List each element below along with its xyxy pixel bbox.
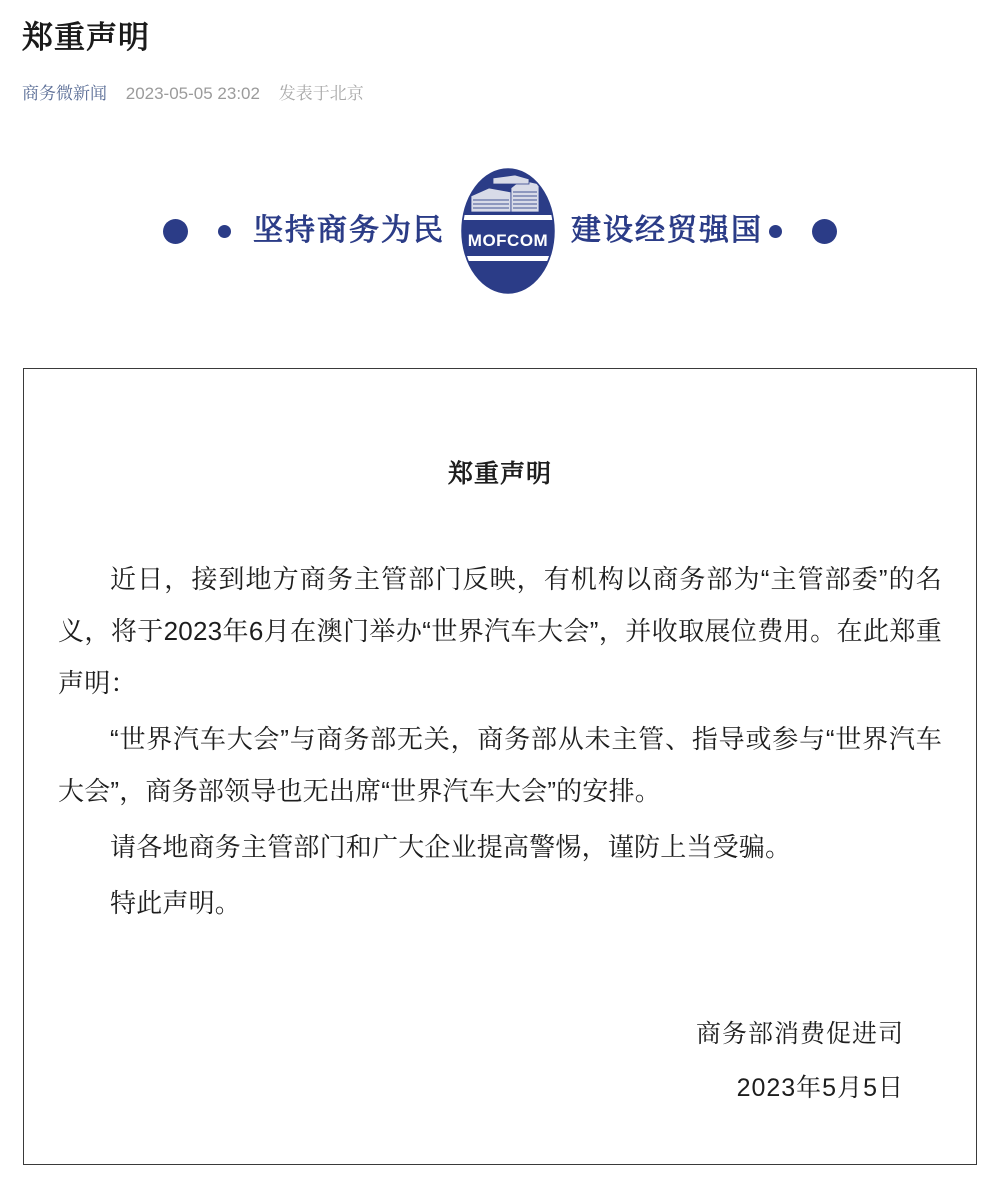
statement-title: 郑重声明 bbox=[447, 460, 552, 488]
statement-signature bbox=[58, 1007, 942, 1115]
statement-paragraph: “世界汽车大会”与商务部无关，商务部从未主管、指导或参与“世界汽车大会”，商务部领导也无出席“世界汽车大会”的安排。 bbox=[58, 724, 942, 806]
publish-location: 发表于北京 bbox=[278, 84, 364, 103]
mofcom-emblem-icon bbox=[459, 166, 557, 296]
article-header bbox=[0, 0, 1000, 106]
slogan-right: 建设经贸强国 bbox=[571, 214, 763, 247]
statement-content bbox=[24, 369, 976, 1115]
decorative-dot-large-left bbox=[163, 219, 188, 244]
account-name-link[interactable]: 商务微新闻 bbox=[22, 84, 107, 103]
statement-paragraph: 请各地商务主管部门和广大企业提高警惕，谨防上当受骗。 bbox=[110, 832, 792, 862]
publish-datetime: 2023-05-05 23:02 bbox=[125, 84, 260, 103]
signature-organization: 商务部消费促进司 bbox=[695, 1020, 904, 1048]
decorative-dot-large-right bbox=[812, 219, 837, 244]
statement-document-box bbox=[23, 368, 977, 1165]
page-title: 郑重声明 bbox=[22, 20, 150, 55]
decorative-dot-small-right bbox=[769, 225, 782, 238]
statement-paragraphs bbox=[58, 553, 942, 929]
slogan-left: 坚持商务为民 bbox=[253, 214, 445, 247]
statement-paragraph: 特此声明。 bbox=[110, 888, 242, 918]
mofcom-banner bbox=[0, 166, 1000, 296]
emblem-wordmark: MOFCOM bbox=[467, 231, 549, 250]
decorative-dot-small-left bbox=[218, 225, 231, 238]
statement-paragraph: 近日，接到地方商务主管部门反映，有机构以商务部为“主管部委”的名义，将于2023年6月在澳门举办“世界汽车大会”，并收取展位费用。在此郑重声明： bbox=[58, 564, 942, 698]
article-meta bbox=[22, 82, 978, 106]
signature-date: 2023年5月5日 bbox=[736, 1074, 904, 1102]
